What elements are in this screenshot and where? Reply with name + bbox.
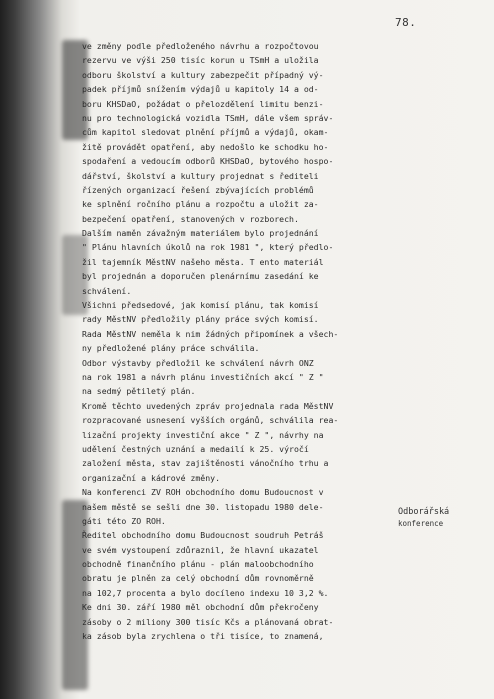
- text-line: řízených organizací řešení zbývajících problémů: [82, 184, 314, 195]
- text-line: lizační projekty investiční akce " Z ", návrhy na: [82, 429, 324, 440]
- text-line: cům kapitol sledovat plnění příjmů a výdajů, okam-: [82, 127, 329, 138]
- text-line: Všichni předsedové, jak komisí plánu, tak komisí: [82, 300, 319, 311]
- text-line: Na konferenci ZV ROH obchodního domu Budoucnost v: [82, 487, 324, 498]
- text-line: na sedmý pětiletý plán.: [82, 386, 196, 397]
- text-line: obratu je plněn za celý obchodní dům rovnoměrně: [82, 573, 314, 584]
- text-line: Dalším naměn závažným materiálem bylo projednání: [82, 228, 319, 239]
- text-line: obchodně finančního plánu - plán maloobchodního: [82, 559, 314, 570]
- text-line: spodaření a vedoucím odborů KHSDaO, bytového hospo-: [82, 156, 334, 167]
- text-line: Rada MěstNV neměla k nim žádných připomínek a všech-: [82, 328, 339, 339]
- margin-note-title: Odborářská: [398, 507, 450, 517]
- text-line: ke splnění ročního plánu a rozpočtu a uložit za-: [82, 199, 319, 210]
- text-line: bezpečení opatření, stanovených v rozborech.: [82, 213, 299, 224]
- text-line: byl projednán a doporučen plenárnímu zasedání ke: [82, 271, 319, 282]
- text-line: padek příjmů snížením výdajů u kapitoly 14 a od-: [82, 84, 319, 95]
- text-line: ny předložené plány práce schválila.: [82, 343, 260, 354]
- text-line: Ke dni 30. září 1980 měl obchodní dům překročeny: [82, 602, 319, 613]
- margin-note: [398, 507, 490, 529]
- text-line: odboru školství a kultury zabezpečit případný vý-: [82, 69, 324, 80]
- text-line: organizační a kádrové změny.: [82, 472, 221, 483]
- page-number: 78.: [395, 16, 417, 29]
- text-line: na rok 1981 a návrh plánu investičních akcí " Z ": [82, 371, 324, 382]
- text-line: Odbor výstavby předložil ke schválení návrh ONZ: [82, 357, 314, 368]
- text-line: Ředitel obchodního domu Budoucnost soudruh Petráš: [82, 530, 324, 541]
- text-line: nu pro technologická vozidla TSmH, dále všem správ-: [82, 112, 334, 123]
- margin-note-subtitle: konference: [398, 519, 444, 528]
- text-line: rezervu ve výši 250 tisíc korun u TSmH a uložila: [82, 55, 319, 66]
- text-line: ve změny podle předloženého návrhu a rozpočtovou: [82, 41, 319, 51]
- text-line: založení města, stav zajištěnosti vánočního trhu a: [82, 458, 329, 469]
- text-line: schválení.: [82, 285, 132, 296]
- document-body: [82, 39, 394, 643]
- text-line: na 102,7 procenta a bylo docíleno indexu 10 3,2 %.: [82, 587, 329, 598]
- text-line: rady MěstNV předložily plány práce svých komisí.: [82, 314, 319, 325]
- text-line: udělení čestných uznání a medailí k 25. výročí: [82, 443, 309, 454]
- text-line: gáti této ZO ROH.: [82, 515, 166, 526]
- text-line: ve svém vystoupení zdůraznil, že hlavní ukazatel: [82, 544, 319, 555]
- text-line: rozpracované usnesení vyšších orgánů, schválila rea-: [82, 415, 339, 426]
- text-line: žil tajemník MěstNV našeho města. T ento materiál: [82, 256, 324, 267]
- text-line: zásoby o 2 miliony 300 tisíc Kčs a plánovaná obrat-: [82, 616, 334, 627]
- text-line: boru KHSDaO, požádat o přelozdělení limitu benzi-: [82, 98, 324, 109]
- text-line: Kromě těchto uvedených zpráv projednala rada MěstNV: [82, 400, 334, 411]
- text-line: ka zásob byla zrychlena o tři tisíce, to znamená,: [82, 631, 324, 642]
- text-line: " Plánu hlavních úkolů na rok 1981 ", který předlo-: [82, 242, 334, 253]
- text-line: dářství, školství a kultury projednat s řediteli: [82, 170, 319, 181]
- text-line: žitě provádět opatření, aby nedošlo ke schodku ho-: [82, 141, 329, 152]
- text-line: našem městě se sešli dne 30. listopadu 1980 dele-: [82, 501, 324, 512]
